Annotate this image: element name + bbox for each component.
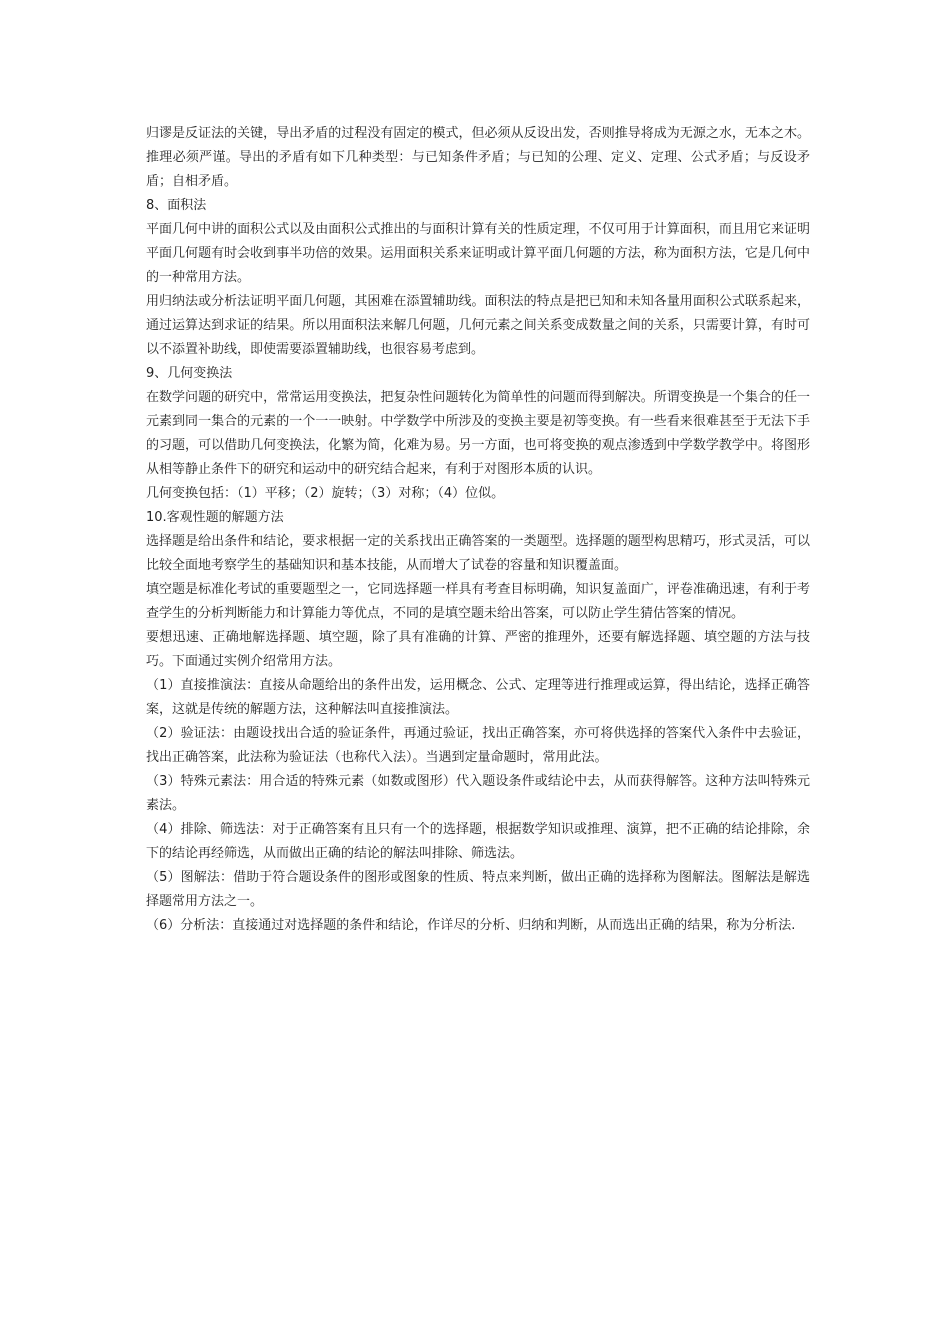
method-item-direct-deduction: （1）直接推演法：直接从命题给出的条件出发，运用概念、公式、定理等进行推理或运算，得出结论，选择正确答案，这就是传统的解题方法，这种解法叫直接推演法。 (146, 678, 810, 717)
paragraph-area-method-features: 用归纳法或分析法证明平面几何题，其困难在添置辅助线。面积法的特点是把已知和未知各量用面积公式联系起来，通过运算达到求证的结果。所以用面积法来解几何题，几何元素之间关系变成数量之间的关系，只需要计算，有时可以不添置补助线，即使需要添置辅助线，也很容易考虑到。 (146, 294, 810, 357)
paragraph-transformation-intro: 在数学问题的研究中，常常运用变换法，把复杂性问题转化为简单性的问题而得到解决。所谓变换是一个集合的任一元素到同一集合的元素的一个一一映射。中学数学中所涉及的变换主要是初等变换。有一些看来很难甚至于无法下手的习题，可以借助几何变换法，化繁为简，化难为易。另一方面，也可将变换的观点渗透到中学数学教学中。将图形从相等静止条件下的研究和运动中的研究结合起来，有利于对图形本质的认识。 (146, 390, 810, 477)
paragraph-multiple-choice: 选择题是给出条件和结论，要求根据一定的关系找出正确答案的一类题型。选择题的题型构思精巧，形式灵活，可以比较全面地考察学生的基础知识和基本技能，从而增大了试卷的容量和知识覆盖面。 (146, 534, 810, 573)
paragraph-area-method-intro: 平面几何中讲的面积公式以及由面积公式推出的与面积计算有关的性质定理，不仅可用于计算面积，而且用它来证明平面几何题有时会收到事半功倍的效果。运用面积关系来证明或计算平面几何题的方法，称为面积方法，它是几何中的一种常用方法。 (146, 222, 810, 285)
paragraph-methods-intro: 要想迅速、正确地解选择题、填空题，除了具有准确的计算、严密的推理外，还要有解选择题、填空题的方法与技巧。下面通过实例介绍常用方法。 (146, 630, 810, 669)
document-body (146, 122, 810, 938)
method-item-verification: （2）验证法：由题设找出合适的验证条件，再通过验证，找出正确答案，亦可将供选择的答案代入条件中去验证，找出正确答案，此法称为验证法（也称代入法）。当遇到定量命题时，常用此法。 (146, 726, 810, 765)
paragraph-reductio: 归谬是反证法的关键，导出矛盾的过程没有固定的模式，但必须从反设出发，否则推导将成为无源之水，无本之木。推理必须严谨。导出的矛盾有如下几种类型：与已知条件矛盾；与已知的公理、定义、定理、公式矛盾；与反设矛盾；自相矛盾。 (146, 126, 810, 189)
method-item-elimination: （4）排除、筛选法：对于正确答案有且只有一个的选择题，根据数学知识或推理、演算，把不正确的结论排除，余下的结论再经筛选，从而做出正确的结论的解法叫排除、筛选法。 (146, 822, 810, 861)
method-item-analysis: （6）分析法：直接通过对选择题的条件和结论，作详尽的分析、归纳和判断，从而选出正确的结果，称为分析法. (146, 918, 796, 933)
section-heading-geometric-transformation: 9、几何变换法 (146, 366, 233, 381)
section-heading-area-method: 8、面积法 (146, 198, 207, 213)
paragraph-fill-in-blank: 填空题是标准化考试的重要题型之一，它同选择题一样具有考查目标明确，知识复盖面广，评卷准确迅速，有利于考查学生的分析判断能力和计算能力等优点，不同的是填空题未给出答案，可以防止学生猜估答案的情况。 (146, 582, 810, 621)
method-item-special-elements: （3）特殊元素法：用合适的特殊元素（如数或图形）代入题设条件或结论中去，从而获得解答。这种方法叫特殊元素法。 (146, 774, 810, 813)
paragraph-transformation-types: 几何变换包括：（1）平移；（2）旋转；（3）对称；（4）位似。 (146, 486, 505, 501)
method-item-graphical: （5）图解法：借助于符合题设条件的图形或图象的性质、特点来判断，做出正确的选择称为图解法。图解法是解选择题常用方法之一。 (146, 870, 810, 909)
section-heading-objective-questions: 10.客观性题的解题方法 (146, 510, 284, 525)
